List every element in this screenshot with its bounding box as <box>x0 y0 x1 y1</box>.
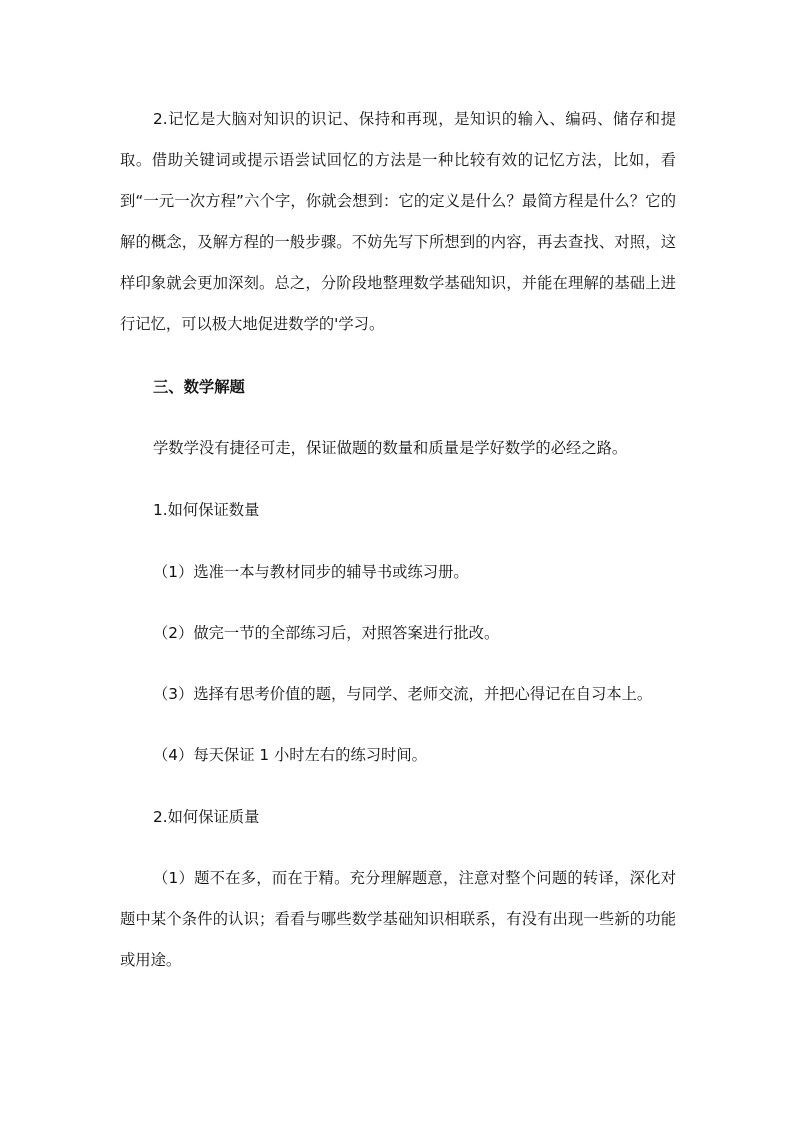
list-item-quantity-1: （1）选准一本与教材同步的辅导书或练习册。 <box>153 563 469 581</box>
list-item-quantity-4: （4）每天保证 1 小时左右的练习时间。 <box>153 746 427 764</box>
paragraph-intro: 学数学没有捷径可走，保证做题的数量和质量是学好数学的必经之路。 <box>153 439 628 457</box>
section-heading-math-problem-solving: 三、数学解题 <box>153 378 245 396</box>
paragraph-memory: 2.记忆是大脑对知识的识记、保持和再现，是知识的输入、编码、储存和提取。借助关键词或提示语尝试回忆的方法是一种比较有效的记忆方法，比如，看到“一元一次方程”六个字，你就会想到：它的定义是什么？最简方程是什么？它的解的概念，及解方程的一般步骤。不妨先写下所想到的内容，再去查找、对照，这样印象就会更加深刻。总之，分阶段地整理数学基础知识，并能在理解的基础上进行记忆，可以极大地促进数学的'学习。 <box>120 110 676 333</box>
paragraph-quality-item-1: （1）题不在多，而在于精。充分理解题意，注意对整个问题的转译，深化对题中某个条件的认识；看看与哪些数学基础知识相联系，有没有出现一些新的功能或用途。 <box>120 869 676 969</box>
list-item-quantity-3: （3）选择有思考价值的题，与同学、老师交流，并把心得记在自习本上。 <box>153 685 653 703</box>
list-item-quantity-2: （2）做完一节的全部练习后，对照答案进行批改。 <box>153 624 500 642</box>
subheading-quantity: 1.如何保证数量 <box>153 501 260 519</box>
subheading-quality: 2.如何保证质量 <box>153 808 260 826</box>
